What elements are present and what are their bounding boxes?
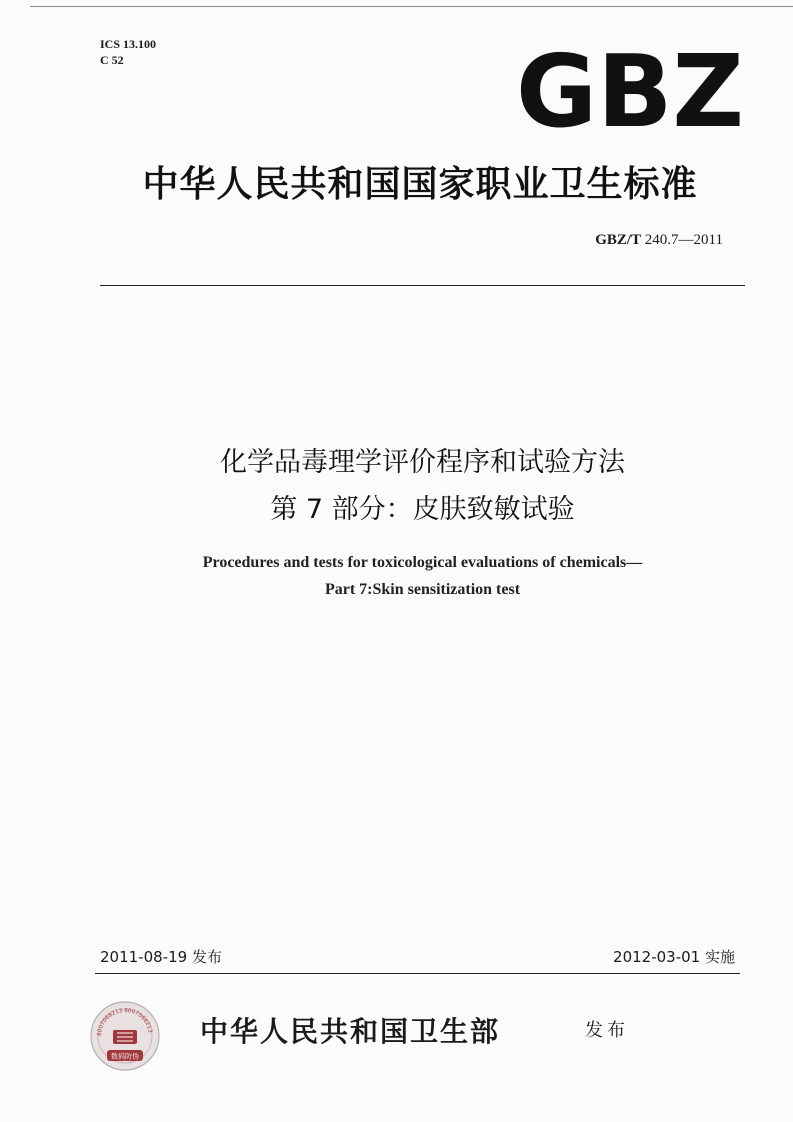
header-divider bbox=[100, 285, 745, 286]
publisher-action: 发布 bbox=[585, 1020, 629, 1041]
document-title-en-line2: Part 7:Skin sensitization test bbox=[324, 581, 521, 598]
gbz-logo-text: GBZ bbox=[516, 50, 744, 130]
gbz-logo bbox=[514, 50, 746, 130]
standard-code-number: 240.7—2011 bbox=[644, 232, 723, 248]
ics-code: ICS 13.100 bbox=[100, 37, 157, 51]
anti-counterfeit-seal bbox=[89, 1000, 161, 1072]
seal-ring-text: 8007068213 8007068213 bbox=[96, 1007, 153, 1037]
standard-category-title: 中华人民共和国国家职业卫生标准 bbox=[142, 164, 698, 205]
footer-divider bbox=[95, 973, 740, 974]
ccs-code: C 52 bbox=[100, 53, 124, 67]
classification-codes bbox=[100, 36, 156, 68]
issue-date: 2011-08-19 发布 bbox=[100, 948, 222, 966]
seal-center-text: 数码防伪 bbox=[111, 1052, 139, 1061]
document-title-cn-line2: 第 7 部分：皮肤致敏试验 bbox=[270, 494, 575, 525]
standard-code-prefix: GBZ/T bbox=[595, 232, 642, 248]
document-title-en-line1: Procedures and tests for toxicological evaluations of chemicals— bbox=[202, 554, 643, 571]
top-border-line bbox=[30, 6, 793, 7]
standard-code bbox=[595, 232, 723, 249]
document-title-cn-line1: 化学品毒理学评价程序和试验方法 bbox=[220, 447, 625, 478]
implementation-date: 2012-03-01 实施 bbox=[613, 948, 735, 966]
publisher-name: 中华人民共和国卫生部 bbox=[200, 1015, 501, 1048]
